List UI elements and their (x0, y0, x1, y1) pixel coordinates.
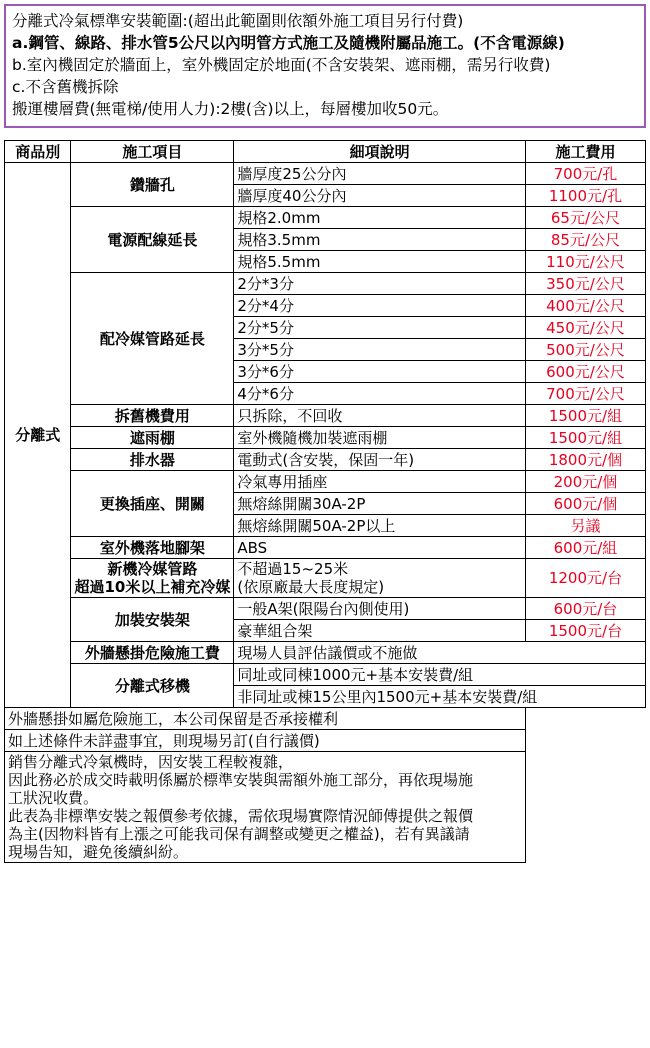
table-row (5, 405, 646, 427)
fee-cell: 400元/公尺 (525, 295, 645, 317)
header-category: 商品別 (5, 141, 71, 163)
item-cell: 排水器 (71, 449, 234, 471)
detail-cell: 豪華組合架 (234, 620, 526, 642)
notice-line-3: c.不含舊機拆除 (12, 78, 119, 96)
fee-cell: 350元/公尺 (525, 273, 645, 295)
notice-box (4, 4, 646, 128)
fee-cell: 1500元/組 (525, 427, 645, 449)
detail-cell: 非同址或棟15公里內1500元+基本安裝費/組 (234, 686, 646, 708)
fee-cell: 110元/公尺 (525, 251, 645, 273)
fee-cell: 1800元/個 (525, 449, 645, 471)
table-row (5, 163, 646, 185)
notice-line-0: 分離式冷氣標準安裝範圍:(超出此範圍則依額外施工項目另行付費) (12, 12, 464, 30)
table-row (5, 598, 646, 620)
table-row (5, 449, 646, 471)
fee-cell: 1100元/孔 (525, 185, 645, 207)
footnote-row (5, 708, 646, 730)
detail-cell: 規格2.0mm (234, 207, 526, 229)
detail-cell: 不超過15~25米 (依原廠最大長度規定) (234, 559, 526, 598)
footer-block-cell: 銷售分離式冷氣機時，因安裝工程較複雜， 因此務必於成交時載明係屬於標準安裝與需額外施工部分，再依現場施 工狀況收費。 此表為非標準安裝之報價參考依據，需依現場實際情況師傅提供之報價 為主(因物料皆有上漲之可能我司保有調整或變更之權益)，若有異議請 現場告知，避免後續糾紛。 (5, 752, 526, 863)
detail-cell: 同址或同棟1000元+基本安裝費/組 (234, 664, 646, 686)
detail-cell: ABS (234, 537, 526, 559)
fee-cell: 700元/公尺 (525, 383, 645, 405)
fee-cell: 85元/公尺 (525, 229, 645, 251)
fee-cell: 600元/台 (525, 598, 645, 620)
header-desc: 細項說明 (234, 141, 526, 163)
table-row (5, 471, 646, 493)
fee-cell: 600元/組 (525, 537, 645, 559)
item-cell: 新機冷媒管路 超過10米以上補充冷媒 (71, 559, 234, 598)
item-cell: 室外機落地腳架 (71, 537, 234, 559)
detail-cell: 牆厚度40公分內 (234, 185, 526, 207)
table-header-row (5, 141, 646, 163)
detail-cell: 3分*6分 (234, 361, 526, 383)
detail-cell: 規格5.5mm (234, 251, 526, 273)
fee-cell: 500元/公尺 (525, 339, 645, 361)
detail-cell: 冷氣專用插座 (234, 471, 526, 493)
item-cell: 拆舊機費用 (71, 405, 234, 427)
detail-cell: 電動式(含安裝，保固一年) (234, 449, 526, 471)
item-cell: 分離式移機 (71, 664, 234, 708)
table-row (5, 664, 646, 686)
price-sheet-page (0, 4, 650, 1048)
price-table (4, 140, 646, 863)
fee-cell: 200元/個 (525, 471, 645, 493)
footer-block-row (5, 752, 646, 863)
detail-cell: 只拆除，不回收 (234, 405, 526, 427)
detail-cell: 4分*6分 (234, 383, 526, 405)
fee-cell: 600元/個 (525, 493, 645, 515)
footnote-row (5, 730, 646, 752)
detail-cell: 一般A架(限陽台內側使用) (234, 598, 526, 620)
detail-cell: 2分*5分 (234, 317, 526, 339)
detail-cell: 無熔絲開關30A-2P (234, 493, 526, 515)
category-cell: 分離式 (5, 163, 71, 708)
fee-cell: 1500元/台 (525, 620, 645, 642)
header-fee: 施工費用 (525, 141, 645, 163)
detail-cell: 2分*4分 (234, 295, 526, 317)
notice-line-1: a.鋼管、線路、排水管5公尺以內明管方式施工及隨機附屬品施工。(不含電源線) (12, 34, 565, 52)
table-row (5, 273, 646, 295)
detail-cell: 無熔絲開關50A-2P以上 (234, 515, 526, 537)
detail-cell: 現場人員評估議價或不施做 (234, 642, 646, 664)
fee-cell: 另議 (525, 515, 645, 537)
table-row (5, 207, 646, 229)
fee-cell: 1500元/組 (525, 405, 645, 427)
table-row (5, 559, 646, 598)
fee-cell: 1200元/台 (525, 559, 645, 598)
detail-cell: 3分*5分 (234, 339, 526, 361)
detail-cell: 2分*3分 (234, 273, 526, 295)
item-cell: 更換插座、開關 (71, 471, 234, 537)
table-row (5, 642, 646, 664)
item-cell: 電源配線延長 (71, 207, 234, 273)
item-cell: 加裝安裝架 (71, 598, 234, 642)
item-cell: 外牆懸掛危險施工費 (71, 642, 234, 664)
fee-cell: 65元/公尺 (525, 207, 645, 229)
item-cell: 遮雨棚 (71, 427, 234, 449)
price-table-wrap (4, 140, 646, 863)
footnote-cell: 如上述條件未詳盡事宜，則現場另訂(自行議價) (5, 730, 526, 752)
table-body (5, 163, 646, 863)
table-row (5, 427, 646, 449)
header-item: 施工項目 (71, 141, 234, 163)
detail-cell: 室外機隨機加裝遮雨棚 (234, 427, 526, 449)
item-cell: 配冷媒管路延長 (71, 273, 234, 405)
item-cell: 鑽牆孔 (71, 163, 234, 207)
footnote-cell: 外牆懸掛如屬危險施工，本公司保留是否承接權利 (5, 708, 526, 730)
table-row (5, 537, 646, 559)
detail-cell: 規格3.5mm (234, 229, 526, 251)
fee-cell: 450元/公尺 (525, 317, 645, 339)
detail-cell: 牆厚度25公分內 (234, 163, 526, 185)
fee-cell: 700元/孔 (525, 163, 645, 185)
notice-line-4: 搬運樓層費(無電梯/使用人力):2樓(含)以上，每層樓加收50元。 (12, 100, 449, 118)
table-header (5, 141, 646, 163)
notice-line-2: b.室內機固定於牆面上，室外機固定於地面(不含安裝架、遮雨棚，需另行收費) (12, 56, 551, 74)
fee-cell: 600元/公尺 (525, 361, 645, 383)
